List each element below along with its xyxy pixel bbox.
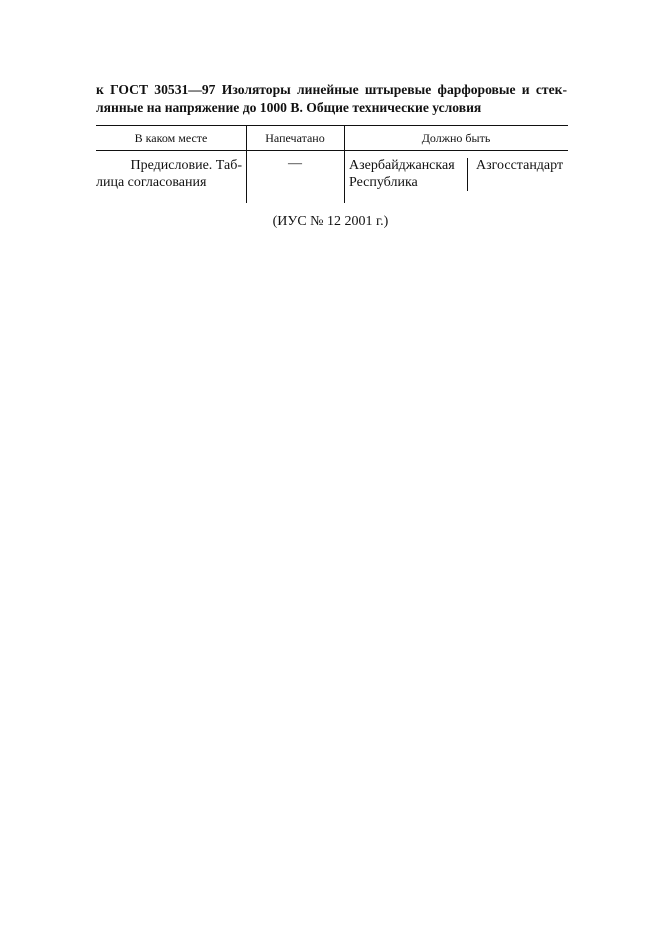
- cell-should-be-1-line-2: Республика: [349, 175, 418, 190]
- cell-should-be-2: Азгосстандарт: [476, 158, 564, 173]
- header-should-be: Должно быть: [421, 131, 491, 145]
- cell-place: [96, 157, 242, 191]
- header-printed: Напечатано: [265, 131, 325, 145]
- column-divider-3: [467, 158, 468, 191]
- table-top-rule: [96, 125, 568, 126]
- cell-place-line-1: Предисловие. Таб-: [130, 158, 242, 173]
- table-header-rule: [96, 150, 568, 151]
- heading-line-1: к ГОСТ 30531—97 Изоляторы линейные штыревые фарфоровые и стек-: [96, 82, 567, 97]
- cell-should-be-1-line-1: Азербайджанская: [349, 158, 455, 173]
- cell-should-be-1: [349, 157, 467, 191]
- cell-printed: —: [288, 156, 302, 171]
- heading-line-2: лянные на напряжение до 1000 В. Общие технические условия: [96, 100, 482, 115]
- source-footnote: (ИУС № 12 2001 г.): [272, 214, 389, 229]
- header-place: В каком месте: [134, 131, 208, 145]
- cell-place-line-2: лица согласования: [96, 175, 207, 190]
- erratum-heading: [96, 81, 567, 117]
